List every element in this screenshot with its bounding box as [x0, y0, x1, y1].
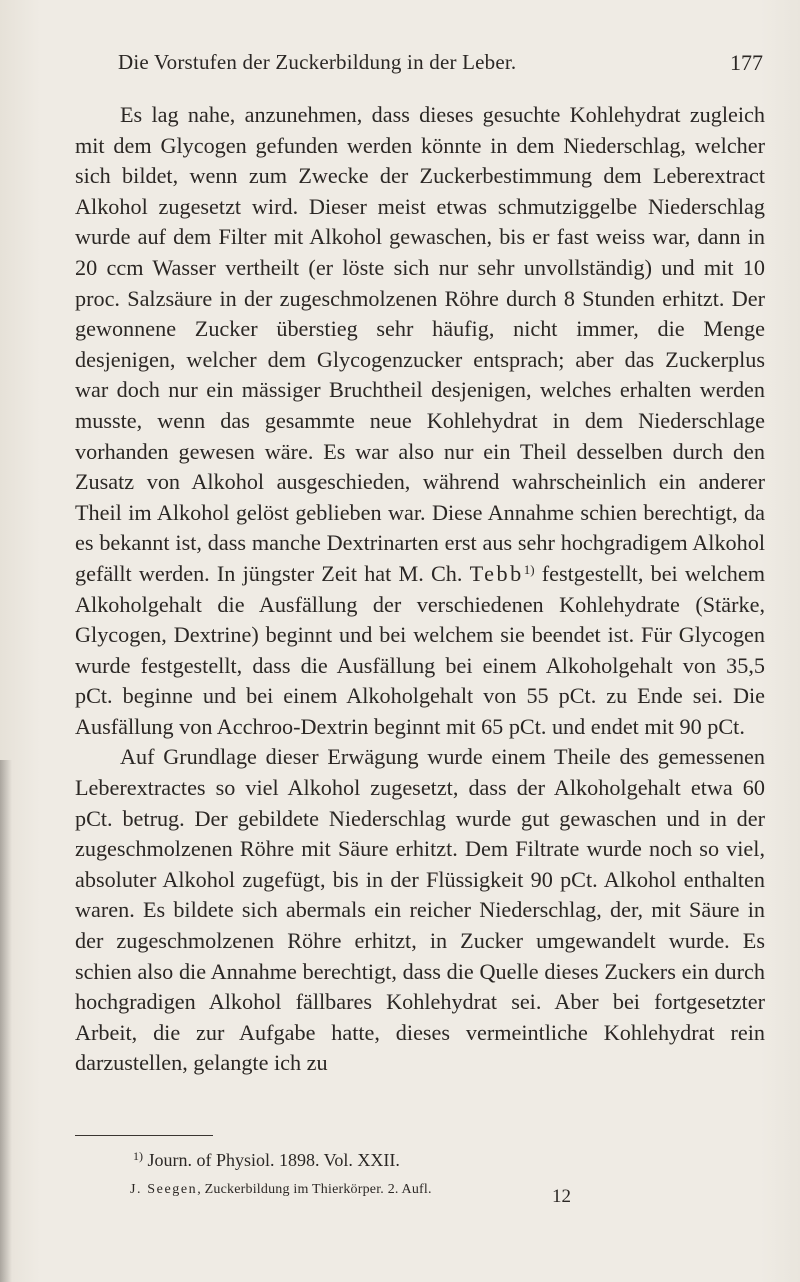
- footnote-reference: 1): [523, 561, 535, 577]
- author-name-tebb: Tebb: [469, 560, 524, 586]
- paragraph-1-text-b: festgestellt, bei welchem Alkoholgehalt die Ausfällung der verschiedenen Kohlehydrate (Stärke, Glycogen, Dextrine) beginnt und bei welchem sie beendet ist. Für Glycogen wurde festgestellt, dass die Ausfällung bei einem Alkoholgehalt von 35,5 pCt. beginne und bei einem Alkoholgehalt von 55 pCt. zu Ende sei. Die Ausfällung von Acchroo-Dextrin beginnt mit 65 pCt. und endet mit 90 pCt.: [75, 560, 765, 739]
- footnote-marker: 1): [133, 1149, 143, 1163]
- sheet-number: 12: [552, 1186, 571, 1207]
- page-header: [118, 50, 763, 84]
- sheet-signature: [130, 1182, 432, 1198]
- footnote-text: Journ. of Physiol. 1898. Vol. XXII.: [143, 1150, 400, 1170]
- footnote-rule: [75, 1135, 213, 1136]
- paragraph-1-text-a: Es lag nahe, anzunehmen, dass dieses gesuchte Kohlehydrat zugleich mit dem Glycogen gefunden werden könnte in dem Niederschlag, welcher sich bildet, wenn zum Zwecke der Zuckerbestimmung dem Leberextract Alkohol zugesetzt wird. Dieser meist etwas schmutziggelbe Niederschlag wurde auf dem Filter mit Alkohol gewaschen, bis er fast weiss war, dann in 20 ccm Wasser vertheilt (er löste sich nur sehr unvollständig) und mit 10 proc. Salzsäure in der zugeschmolzenen Röhre durch 8 Stunden erhitzt. Der gewonnene Zucker überstieg sehr häufig, nicht immer, die Menge desjenigen, welcher dem Glycogenzucker entsprach; aber das Zuckerplus war doch nur ein mässiger Bruchtheil desjenigen, welches erhalten werden musste, wenn das gesammte neue Kohlehydrat in dem Niederschlage vorhanden gewesen wäre. Es war also nur ein Theil desselben durch den Zusatz von Alkohol ausgeschieden, während wahrscheinlich ein anderer Theil im Alkohol gelöst geblieben war. Diese Annahme schien berechtigt, da es bekannt ist, dass manche Dextrinarten erst aus sehr hochgradigem Alkohol gefällt werden. In jüngster Zeit hat M. Ch.: [75, 102, 765, 586]
- binding-shadow: [0, 760, 12, 1282]
- page-number: 177: [730, 50, 763, 75]
- signature-title: , Zuckerbildung im Thierkörper. 2. Aufl.: [197, 1182, 432, 1197]
- signature-author: J. Seegen: [130, 1182, 198, 1197]
- footnote: [133, 1150, 400, 1171]
- running-title: Die Vorstufen der Zuckerbildung in der Leber.: [118, 50, 517, 74]
- body-text: [75, 100, 765, 1079]
- paragraph-1: [75, 100, 765, 742]
- paragraph-2: Auf Grundlage dieser Erwägung wurde einem Theile des gemessenen Leberextractes so viel Alkohol zugesetzt, dass der Alkoholgehalt etwa 60 pCt. betrug. Der gebildete Niederschlag wurde gut gewaschen und in der zugeschmolzenen Röhre mit Säure erhitzt. Dem Filtrate wurde noch so viel, absoluter Alkohol zugefügt, bis in der Flüssigkeit 90 pCt. Alkohol enthalten waren. Es bildete sich abermals ein reicher Niederschlag, der, mit Säure in der zugeschmolzenen Röhre erhitzt, in Zucker umgewandelt wurde. Es schien also die Annahme berechtigt, dass die Quelle dieses Zuckers ein durch hochgradigen Alkohol fällbares Kohlehydrat sei. Aber bei fortgesetzter Arbeit, die zur Aufgabe hatte, dieses vermeintliche Kohlehydrat rein darzustellen, gelangte ich zu: [75, 744, 765, 1076]
